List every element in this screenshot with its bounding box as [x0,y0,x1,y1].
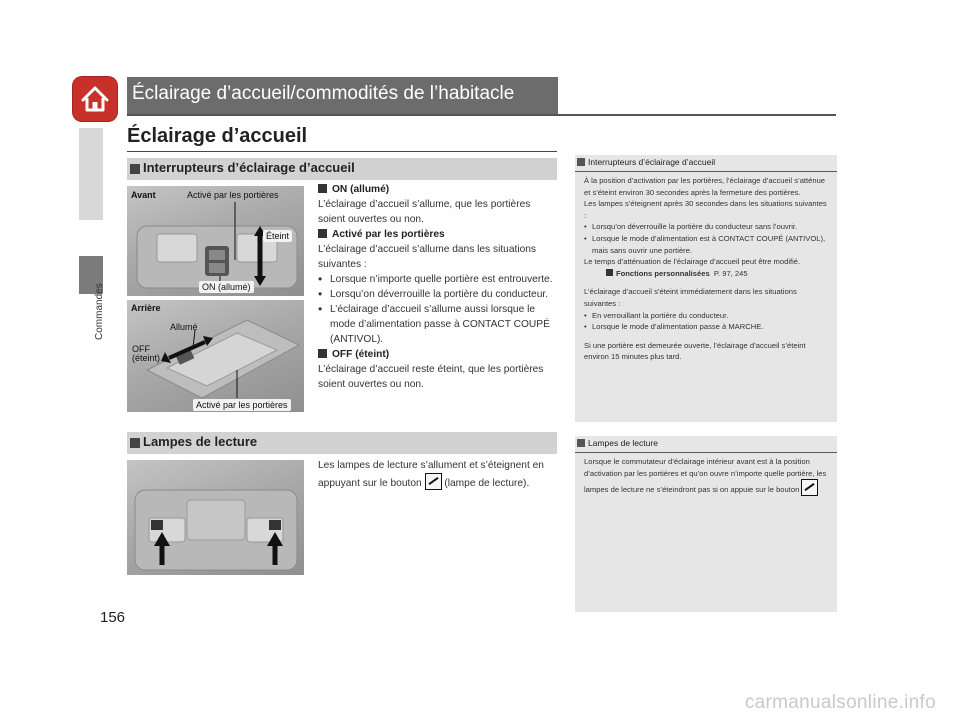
subsection-title: Lampes de lecture [143,434,258,449]
square-bullet-icon [130,164,140,174]
front-on-label: ON (allumé) [199,281,254,293]
front-off-label: Éteint [263,230,292,242]
side-note-switches [575,155,837,422]
section-title: Éclairage d’accueil [127,125,308,147]
reference-arrow-icon [606,269,613,276]
reading-lamp-icon [425,473,442,490]
off-text: L’éclairage d’accueil reste éteint, que les portières soient ouvertes ou non. [318,364,544,390]
note-paragraph: Le temps d’atténuation de l’éclairage d’accueil peut être modifié. [584,257,801,267]
rear-tag: Arrière [131,303,161,313]
cross-reference[interactable] [584,268,829,280]
doors-bullet: • Lorsque n’importe quelle portière est entrouverte. [318,272,558,287]
rear-on-label: Allumé [170,322,198,332]
subsection-title: Interrupteurs d’éclairage d’accueil [143,160,355,175]
note-arrow-icon [577,439,585,447]
note-body [584,456,829,496]
note-paragraph: Les lampes s’éteignent après 30 secondes dans les situations suivantes : [584,199,827,220]
watermark: carmanualsonline.info [744,692,936,713]
square-bullet-icon [130,438,140,448]
doors-heading: Activé par les portières [318,227,558,242]
home-button[interactable] [73,77,117,121]
doors-text: L’éclairage d’accueil s’allume dans les situations suivantes : [318,244,537,270]
square-bullet-icon [318,229,327,238]
subsection-header-switches [127,158,557,180]
note-bullet: • En verrouillant la portière du conducteur. [584,310,829,322]
rear-doors-label: Activé par les portières [193,399,291,411]
note-paragraph: Lorsque le commutateur d’éclairage intérieur avant est à la position d’activation par les portières et qu’on ouvre n’importe quelle portière, les lampes de lecture ne s’éteindront pas si on appuie sur le bouton [584,457,827,495]
reading-description [318,458,554,491]
front-doors-label: Activé par les portières [187,190,279,200]
note-paragraph: À la position d’activation par les portières, l’éclairage d’accueil s’atténue et s’éteint environ 30 secondes après la fermeture des portières. [584,176,826,197]
side-note-reading [575,436,837,612]
off-heading: OFF (éteint) [318,347,558,362]
switch-description [318,182,558,392]
chapter-title: Éclairage d’accueil/commodités de l’habitacle [132,83,515,104]
doors-bullet: • L’éclairage d’accueil s’allume aussi lorsque le mode d’alimentation passe à CONTACT COUPÉ (ANTIVOL). [318,302,558,347]
note-arrow-icon [577,158,585,166]
side-tab-label[interactable]: Commandes [94,283,105,340]
reading-text: Les lampes de lecture s’allument et s’éteignent en appuyant sur le bouton [318,460,544,489]
section-divider [127,151,557,152]
note-bullet: • Lorsqu’on déverrouille la portière du conducteur sans l’ouvrir. [584,221,829,233]
square-bullet-icon [318,349,327,358]
square-bullet-icon [318,184,327,193]
front-tag: Avant [131,190,156,200]
note-bullet: • Lorsque le mode d’alimentation est à CONTACT COUPÉ (ANTIVOL), mais sans ouvrir une portière. [584,233,829,256]
reference-link[interactable]: Fonctions personnalisées [616,268,710,278]
page-number: 156 [100,609,126,626]
note-title: Interrupteurs d’éclairage d’accueil [588,157,716,167]
home-icon [73,77,117,121]
front-light-photo [127,186,304,296]
reading-text-tail: (lampe de lecture). [444,478,530,489]
note-bullet: • Lorsque le mode d’alimentation passe à MARCHE. [584,321,829,333]
rear-off-sub-label: (éteint) [132,353,161,363]
on-heading: ON (allumé) [318,182,558,197]
reading-light-photo [127,460,304,575]
reference-pages: P. 97, 245 [713,268,748,278]
rear-off-label: OFF [132,344,150,354]
note-paragraph: Si une portière est demeurée ouverte, l’éclairage d’accueil s’éteint environ 15 minutes plus tard. [584,340,806,362]
on-text: L’éclairage d’accueil s’allume, que les portières soient ouvertes ou non. [318,199,531,225]
side-rail-upper [79,128,103,220]
note-header [575,436,837,453]
note-paragraph: L’éclairage d’accueil s’éteint immédiatement dans les situations suivantes : [584,287,797,308]
note-body [584,175,829,363]
note-title: Lampes de lecture [588,438,658,448]
note-header [575,155,837,172]
doors-bullet: • Lorsqu’on déverrouille la portière du conducteur. [318,287,558,302]
subsection-header-reading [127,432,557,454]
reading-console-illustration [127,460,304,575]
reading-lamp-icon [801,479,818,496]
header-divider [127,114,836,116]
rear-light-photo [127,300,304,412]
